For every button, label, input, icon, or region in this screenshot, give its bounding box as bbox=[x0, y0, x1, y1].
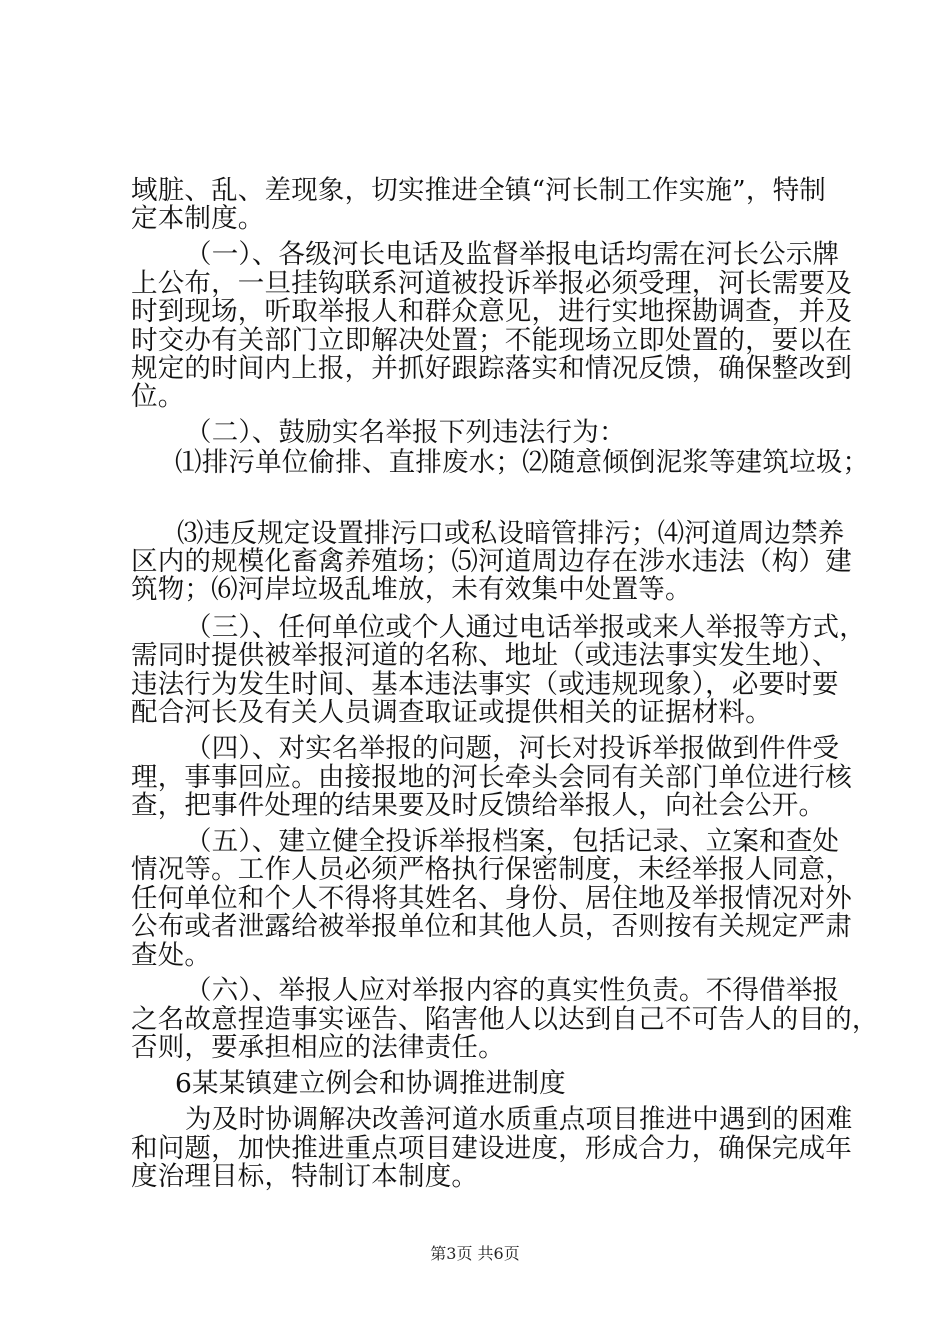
text-line: 否则，要承担相应的法律责任。 bbox=[131, 1032, 505, 1064]
text-line: 区内的规模化畜禽养殖场；⑸河道周边存在涉水违法（构）建 bbox=[131, 546, 852, 577]
text-line: 违法行为发生时间、基本违法事实（或违规现象），必要时要 bbox=[131, 668, 839, 700]
violation-list-line: ⑶违反规定设置排污口或私设暗管排污；⑷河道周边禁养 bbox=[177, 517, 845, 549]
text-line: 任何单位和个人不得将其姓名、身份、居住地及举报情况对外 bbox=[131, 882, 852, 914]
text-line: 公布或者泄露给被举报单位和其他人员，否则按有关规定严肃 bbox=[131, 911, 852, 943]
section-1-first-line: （一）、各级河长电话及监督举报电话均需在河长公示牌 bbox=[185, 239, 840, 271]
text-line: 情况等。工作人员必须严格执行保密制度，未经举报人同意， bbox=[131, 854, 852, 886]
text-line: 时交办有关部门立即解决处置；不能现场立即处置的，要以在 bbox=[131, 324, 852, 356]
section-5-first-line: （五）、建立健全投诉举报档案，包括记录、立案和查处 bbox=[185, 825, 840, 857]
section-2-heading: （二）、鼓励实名举报下列违法行为： bbox=[185, 417, 626, 449]
text-line: 筑物；⑹河岸垃圾乱堆放，未有效集中处置等。 bbox=[131, 574, 692, 606]
text-line: 需同时提供被举报河道的名称、地址（或违法事实发生地）、 bbox=[131, 640, 839, 672]
text-line: 理，事事回应。由接报地的河长牵头会同有关部门单位进行核 bbox=[131, 761, 852, 793]
section-heading-6: 6某某镇建立例会和协调推进制度 bbox=[175, 1068, 566, 1100]
text-line: 上公布，一旦挂钩联系河道被投诉举报必须受理，河长需要及 bbox=[131, 267, 852, 299]
text-line: 定本制度。 bbox=[131, 203, 265, 235]
text-line: 位。 bbox=[131, 381, 185, 413]
text-line: 查处。 bbox=[131, 939, 212, 971]
section-3-first-line: （三）、任何单位或个人通过电话举报或来人举报等方式， bbox=[185, 612, 866, 643]
text-line: 配合河长及有关人员调查取证或提供相关的证据材料。 bbox=[131, 697, 772, 729]
text-line: 域脏、乱、差现象，切实推进全镇“河长制工作实施”，特制 bbox=[131, 175, 826, 206]
section-4-first-line: （四）、对实名举报的问题，河长对投诉举报做到件件受 bbox=[185, 733, 840, 765]
section-6-first-line: （六）、举报人应对举报内容的真实性负责。不得借举报 bbox=[185, 975, 840, 1007]
text-line: 和问题，加快推进重点项目建设进度，形成合力，确保完成年 bbox=[131, 1132, 852, 1164]
text-line: 查，把事件处理的结果要及时反馈给举报人，向社会公开。 bbox=[131, 789, 826, 821]
text-line: 为及时协调解决改善河道水质重点项目推进中遇到的困难 bbox=[185, 1104, 853, 1136]
violation-list-line: ⑴排污单位偷排、直排废水；⑵随意倾倒泥浆等建筑垃圾； bbox=[175, 446, 870, 478]
text-line: 规定的时间内上报，并抓好跟踪落实和情况反馈，确保整改到 bbox=[131, 352, 852, 384]
page-footer: 第3页 共6页 bbox=[430, 1244, 520, 1263]
text-line: 时到现场，听取举报人和群众意见，进行实地探勘调查，并及 bbox=[131, 296, 852, 328]
text-line: 之名故意捏造事实诬告、陷害他人以达到自己不可告人的目的， bbox=[131, 1003, 879, 1035]
text-line: 度治理目标，特制订本制度。 bbox=[131, 1161, 479, 1192]
